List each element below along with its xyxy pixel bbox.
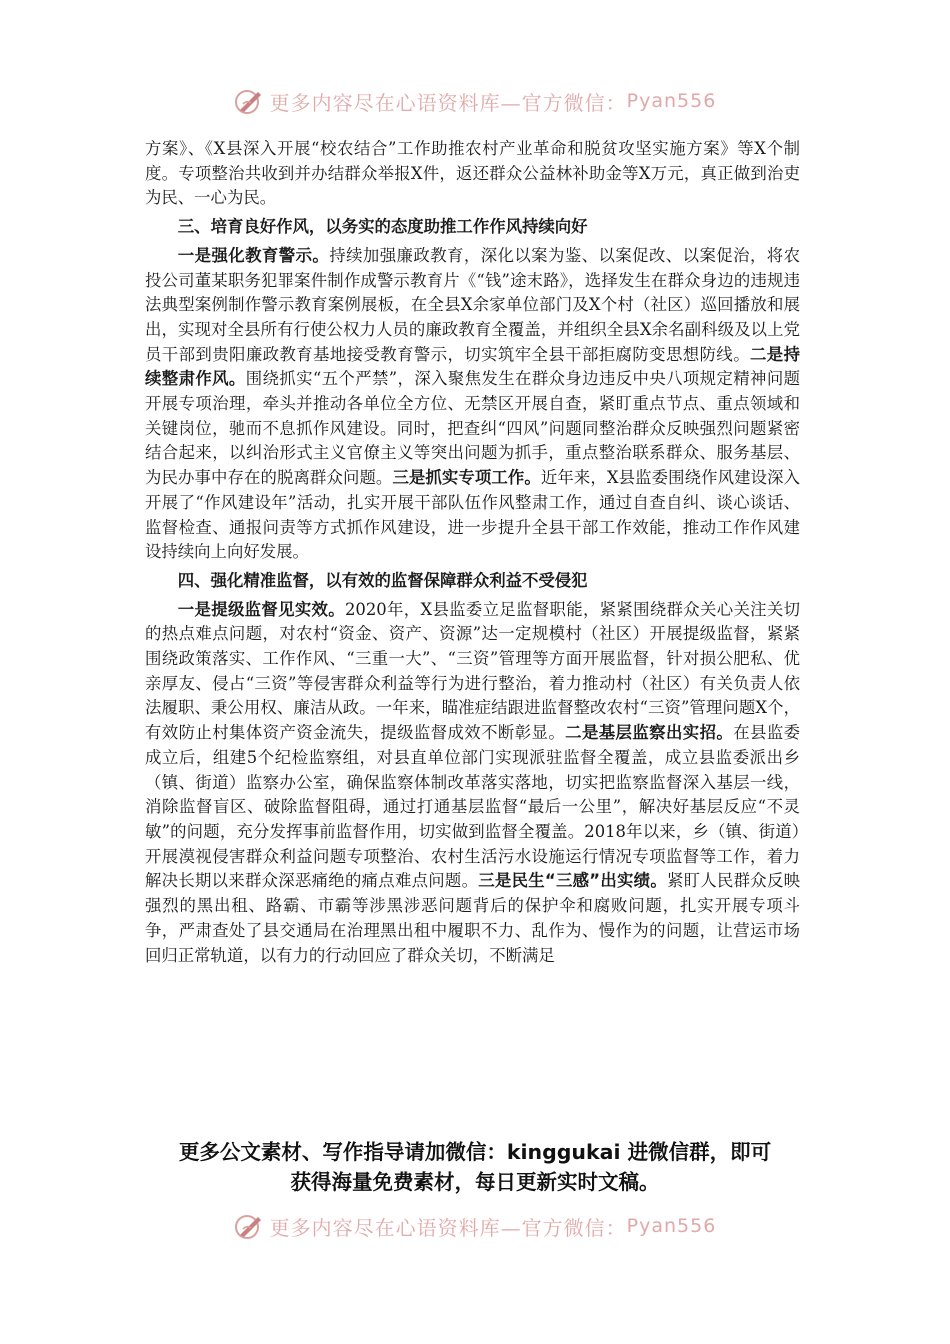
text-special-work: 近年来，X县监委围绕作风建设深入开展了“作风建设年”活动，扎实开展干部队伍作风整肃工作，通过自查自纠、谈心谈话、监督检查、通报问责等方式抓作风建设，进一步提升全县干部工作效能，推动工作作风建设持续向上向好发展。 [145, 468, 801, 562]
text-grassroots-supervision: 在县监委成立后，组建5个纪检监察组，对县直单位部门实现派驻监督全覆盖，成立县监委派出乡（镇、街道）监察办公室，确保监察体制改革落实落地，切实把监察监督深入基层一线，消除监督盲区、破除监督阻碍，通过打通基层监督“最后一公里”，解决好基层反应“不灵敏”的问题，充分发挥事前监督作用，切实做到监督全覆盖。2018年以来，乡（镇、街道）开展漠视侵害群众利益问题专项整治、农村生活污水设施运行情况专项监督等工作，着力解决长期以来群众深恶痛绝的痛点难点问题。 [145, 723, 801, 891]
watermark-text: 更多内容尽在心语资料库—官方微信： [269, 90, 627, 115]
section-heading-3: 三、培育良好作风，以务实的态度助推工作作风持续向好 [177, 217, 588, 237]
watermark-footer [0, 1211, 950, 1241]
lead-grassroots-supervision: 二是基层监察出实招。 [565, 723, 734, 743]
brush-logo-icon [234, 86, 264, 116]
promo-note [0, 1137, 950, 1197]
lead-rectify-style: 二是持续整肃作风。 [145, 344, 801, 389]
promo-line-1: 更多公文素材、写作指导请加微信：kinggukai 进微信群，即可 [178, 1140, 772, 1164]
text-rectify-style: 围绕抓实“五个严禁”，深入聚焦发生在群众身边违反中央八项规定精神问题开展专项治理，牵头并推动各单位全方位、无禁区开展自查，紧盯重点节点、重点领域和关键岗位，驰而不息抓作风建设。同时，把查纠“四风”问题同整治群众反映强烈问题紧密结合起来，以纠治形式主义官僚主义等突出问题为抓手，重点整治联系群众、服务基层、为民办事中存在的脱离群众问题。 [145, 369, 800, 488]
brush-logo-icon [234, 1211, 264, 1241]
paragraph-section-4 [145, 598, 800, 969]
text-livelihood: 紧盯人民群众反映强烈的黑出租、路霸、市霸等涉黑涉恶问题背后的保护伞和腐败问题，扎实开展专项斗争，严肃查处了县交通局在治理黑出租中履职不力、乱作为、慢作为的问题，让营运市场回归正常轨道，以有力的行动回应了群众关切，不断满足 [145, 871, 801, 965]
lead-elevated-supervision: 一是提级监督见实效。 [177, 599, 345, 619]
text-education-warning: 持续加强廉政教育，深化以案为鉴、以案促改、以案促治，将农投公司董某职务犯罪案件制作成警示教育片《“钱”途末路》，选择发生在群众身边的违规违法典型案例制作警示教育案例展板，在全县X余家单位部门及X个村（社区）巡回播放和展出，实现对全县所有行使公权力人员的廉政教育全覆盖，并组织全县X余名副科级及以上党员干部到贵阳廉政教育基地接受教育警示，切实筑牢全县干部拒腐防变思想防线。 [145, 245, 800, 364]
watermark-header [0, 86, 950, 116]
watermark-wechat-id: Pyan556 [626, 90, 717, 112]
section-heading-4: 四、强化精准监督，以有效的监督保障群众利益不受侵犯 [177, 570, 588, 590]
document-body [145, 137, 800, 968]
text-elevated-supervision: 2020年，X县监委立足监督职能，紧紧围绕群众关心关注关切的热点难点问题，对农村“资金、资产、资源”达一定规模村（社区）开展提级监督，紧紧围绕政策落实、工作作风、“三重一大”、“三资”管理等方面开展监督，针对损公肥私、优亲厚友、侵占“三资”等侵害群众利益等行为进行整治，着力推动村（社区）有关负责人依法履职、秉公用权、廉洁从政。一年来，瞄准症结跟进监督整改农村“三资”管理问题X个，有效防止村集体资产资金流失，提级监督成效不断彰显。 [145, 599, 800, 743]
promo-line-2: 获得海量免费素材，每日更新实时文稿。 [290, 1170, 660, 1194]
lead-education-warning: 一是强化教育警示。 [177, 245, 330, 265]
watermark-wechat-id: Pyan556 [626, 1215, 717, 1237]
lead-livelihood: 三是民生“三感”出实绩。 [478, 871, 667, 891]
paragraph-section-3 [145, 244, 800, 565]
paragraph-continued: 方案》、《X县深入开展“校农结合”工作助推农村产业革命和脱贫攻坚实施方案》等X个制度。专项整治共收到并办结群众举报X件，返还群众公益林补助金等X万元，真正做到治吏为民、一心为民。 [145, 139, 800, 208]
lead-special-work: 三是抓实专项工作。 [392, 468, 541, 488]
watermark-text: 更多内容尽在心语资料库—官方微信： [269, 1215, 627, 1240]
